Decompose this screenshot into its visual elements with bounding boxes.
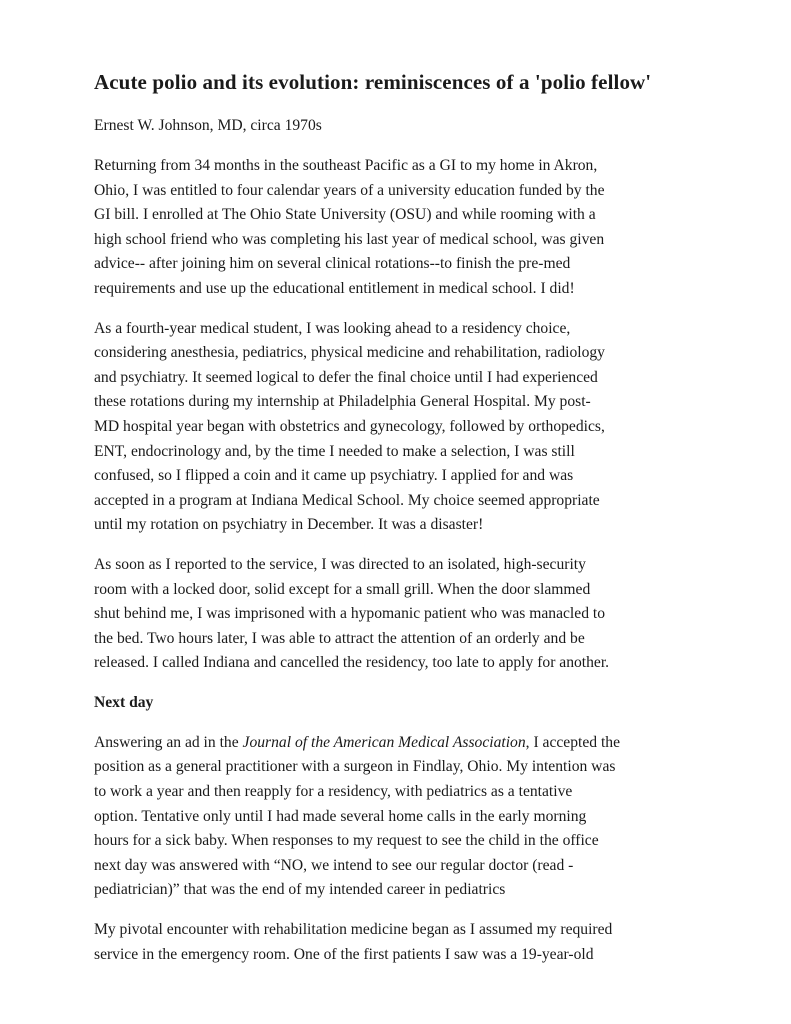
article-title: Acute polio and its evolution: reminiscences of a 'polio fellow' xyxy=(94,70,652,94)
paragraph-1 xyxy=(94,154,704,302)
text-line: ENT, endocrinology and, by the time I needed to make a selection, I was still xyxy=(94,442,575,460)
text-line: and psychiatry. It seemed logical to defer the final choice until I had experienced xyxy=(94,368,598,386)
text-line: high school friend who was completing his last year of medical school, was given xyxy=(94,230,605,248)
text-line: next day was answered with “NO, we intend to see our regular doctor (read - xyxy=(94,856,574,874)
document-page xyxy=(94,68,704,982)
section-heading: Next day xyxy=(94,693,154,711)
text-line: Ohio, I was entitled to four calendar years of a university education funded by the xyxy=(94,181,605,199)
paragraph-4 xyxy=(94,731,704,903)
paragraph-5 xyxy=(94,918,704,967)
text-line: Returning from 34 months in the southeast Pacific as a GI to my home in Akron, xyxy=(94,157,598,174)
text-line: pediatrician)” that was the end of my intended career in pediatrics xyxy=(94,881,506,899)
text-line: room with a locked door, solid except for a small grill. When the door slammed xyxy=(94,580,591,598)
text-fragment: , I accepted the xyxy=(525,733,621,751)
text-line: As soon as I reported to the service, I was directed to an isolated, high-security xyxy=(94,555,586,573)
author-byline: Ernest W. Johnson, MD, circa 1970s xyxy=(94,117,322,134)
text-line: option. Tentative only until I had made several home calls in the early morning xyxy=(94,807,587,825)
text-line: these rotations during my internship at Philadelphia General Hospital. My post- xyxy=(94,393,591,411)
text-line: until my rotation on psychiatry in December. It was a disaster! xyxy=(94,516,484,534)
text-line: the bed. Two hours later, I was able to attract the attention of an orderly and be xyxy=(94,629,585,647)
text-line: considering anesthesia, pediatrics, physical medicine and rehabilitation, radiology xyxy=(94,344,605,362)
paragraph-2 xyxy=(94,317,704,538)
text-line: position as a general practitioner with a surgeon in Findlay, Ohio. My intention was xyxy=(94,758,616,776)
paragraph-3 xyxy=(94,553,704,676)
text-line xyxy=(94,731,704,756)
journal-name: Journal of the American Medical Association xyxy=(242,733,526,751)
text-line: accepted in a program at Indiana Medical School. My choice seemed appropriate xyxy=(94,491,600,509)
text-line: My pivotal encounter with rehabilitation medicine began as I assumed my required xyxy=(94,921,613,939)
text-line: advice-- after joining him on several clinical rotations--to finish the pre-med xyxy=(94,255,571,273)
text-line: confused, so I flipped a coin and it came up psychiatry. I applied for and was xyxy=(94,467,574,485)
text-line: MD hospital year began with obstetrics and gynecology, followed by orthopedics, xyxy=(94,417,605,435)
text-line: shut behind me, I was imprisoned with a hypomanic patient who was manacled to xyxy=(94,605,606,623)
text-line: As a fourth-year medical student, I was looking ahead to a residency choice, xyxy=(94,319,571,337)
text-line: requirements and use up the educational entitlement in medical school. I did! xyxy=(94,279,575,297)
text-fragment: Answering an ad in the xyxy=(94,733,243,751)
text-line: service in the emergency room. One of the first patients I saw was a 19-year-old xyxy=(94,945,594,963)
text-line: to work a year and then reapply for a residency, with pediatrics as a tentative xyxy=(94,783,573,801)
text-line: hours for a sick baby. When responses to my request to see the child in the office xyxy=(94,832,599,850)
text-line: released. I called Indiana and cancelled the residency, too late to apply for another. xyxy=(94,654,610,672)
text-line: GI bill. I enrolled at The Ohio State University (OSU) and while rooming with a xyxy=(94,206,596,224)
